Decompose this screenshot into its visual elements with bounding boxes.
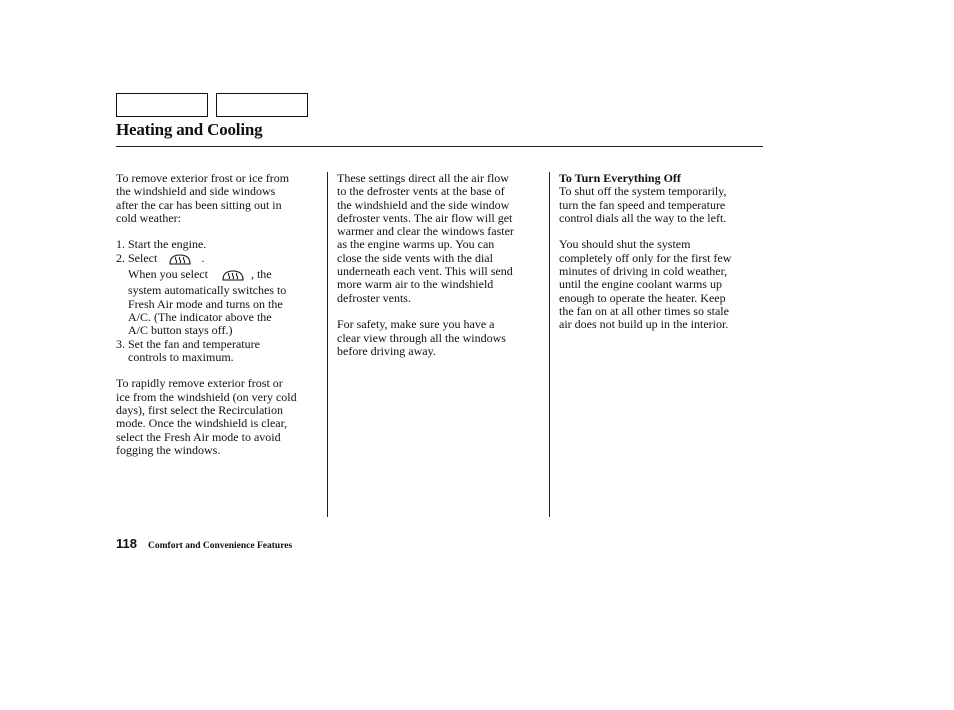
text-line: clear view through all the windows	[337, 330, 506, 345]
page-number: 118	[116, 536, 137, 551]
subheading: To Turn Everything Off	[559, 171, 681, 185]
text-line: the windshield and side windows	[116, 184, 276, 199]
column-divider	[549, 172, 550, 517]
text-line: days), first select the Recirculation	[116, 403, 283, 418]
text-line: enough to operate the heater. Keep	[559, 290, 726, 305]
text-line: minutes of driving in cold weather,	[559, 264, 728, 279]
text-line: For safety, make sure you have a	[337, 317, 495, 332]
column-2	[337, 172, 545, 358]
text-line: the fan on at all other times so stale	[559, 303, 729, 318]
column-1	[116, 172, 324, 457]
text-line: A/C. (The indicator above the	[128, 309, 272, 324]
text-line: mode. Once the windshield is clear,	[116, 416, 288, 431]
text-line: turn the fan speed and temperature	[559, 197, 726, 212]
step-2-continued	[116, 268, 324, 284]
text-line: until the engine coolant warms up	[559, 277, 722, 292]
text-span: .	[201, 250, 205, 265]
text-line: air does not build up in the interior.	[559, 317, 729, 332]
text-line: Fresh Air mode and turns on the	[128, 296, 283, 311]
text-line: defroster vents. The air flow will get	[337, 210, 513, 225]
column-3	[559, 172, 763, 332]
text-line: defroster vents.	[337, 290, 411, 305]
text-line: A/C button stays off.)	[128, 323, 233, 338]
text-line: the windshield and the side window	[337, 197, 510, 212]
text-span: When you select	[128, 267, 208, 282]
column-divider	[327, 172, 328, 517]
section-tab-box	[216, 93, 308, 117]
windshield-defroster-icon	[221, 269, 245, 284]
text-span: 2. Select	[116, 250, 158, 265]
step-3: 3. Set the fan and temperature	[116, 336, 260, 351]
text-line: warmer and clear the windows faster	[337, 224, 514, 239]
section-label: Comfort and Convenience Features	[148, 541, 293, 551]
text-line: after the car has been sitting out in	[116, 197, 282, 212]
text-line: To rapidly remove exterior frost or	[116, 376, 283, 391]
text-line: control dials all the way to the left.	[559, 210, 727, 225]
text-line: To remove exterior frost or ice from	[116, 171, 290, 185]
text-line: select the Fresh Air mode to avoid	[116, 429, 281, 444]
text-line: close the side vents with the dial	[337, 250, 493, 265]
text-line: You should shut the system	[559, 237, 691, 252]
text-line: more warm air to the windshield	[337, 277, 494, 292]
page-title: Heating and Cooling	[116, 120, 263, 139]
text-line: underneath each vent. This will send	[337, 264, 513, 279]
step-1: 1. Start the engine.	[116, 237, 207, 252]
text-line: To shut off the system temporarily,	[559, 184, 727, 199]
step-2	[116, 252, 324, 268]
text-line: controls to maximum.	[128, 349, 234, 364]
text-line: These settings direct all the air flow	[337, 171, 509, 185]
text-line: system automatically switches to	[128, 283, 287, 298]
text-line: completely off only for the first few	[559, 250, 732, 265]
text-line: cold weather:	[116, 210, 181, 225]
text-span: , the	[250, 267, 272, 282]
section-tab-box	[116, 93, 208, 117]
text-line: to the defroster vents at the base of	[337, 184, 505, 199]
text-line: before driving away.	[337, 343, 436, 358]
windshield-defroster-icon	[168, 253, 192, 268]
text-line: fogging the windows.	[116, 442, 221, 457]
title-rule	[116, 146, 763, 147]
text-line: ice from the windshield (on very cold	[116, 389, 297, 404]
text-line: as the engine warms up. You can	[337, 237, 495, 252]
